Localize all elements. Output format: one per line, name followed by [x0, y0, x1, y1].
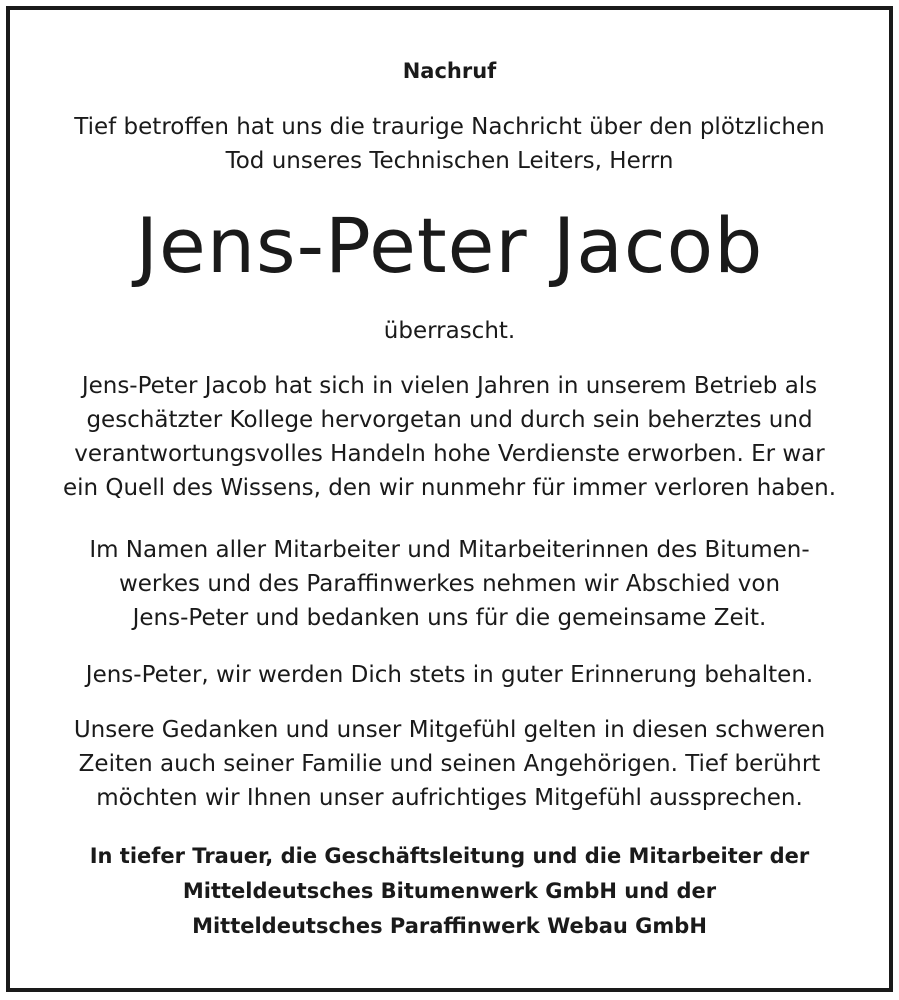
- paragraph-line: geschätzter Kollege hervorgetan und durch sein beherztes und: [86, 407, 813, 433]
- paragraph-line: Unsere Gedanken und unser Mitgefühl gelten in diesen schweren: [73, 717, 826, 743]
- paragraph-line: Im Namen aller Mitarbeiter und Mitarbeiterinnen des Bitumen-: [89, 537, 810, 563]
- paragraph-line: Jens-Peter Jacob hat sich in vielen Jahren in unserem Betrieb als: [81, 373, 818, 399]
- paragraph-line: Jens-Peter, wir werden Dich stets in guter Erinnerung behalten.: [85, 662, 814, 688]
- paragraph-line: möchten wir Ihnen unser aufrichtiges Mitgefühl aussprechen.: [96, 785, 803, 811]
- signature-line: In tiefer Trauer, die Geschäftsleitung und die Mitarbeiter der: [89, 844, 810, 868]
- signature-block: [20, 839, 879, 944]
- paragraph-line: Jens-Peter und bedanken uns für die gemeinsame Zeit.: [132, 605, 767, 631]
- paragraph-tribute: [20, 369, 879, 505]
- paragraph-line: ein Quell des Wissens, den wir nunmehr für immer verloren haben.: [62, 475, 837, 501]
- surprised-text: überrascht.: [383, 318, 516, 344]
- paragraph-line: werkes und des Paraffinwerkes nehmen wir Abschied von: [118, 571, 781, 597]
- intro-text: [20, 110, 879, 178]
- deceased-name: Jens-Peter Jacob: [135, 201, 764, 290]
- obituary-heading: Nachruf: [402, 59, 497, 83]
- signature-line: Mitteldeutsches Bitumenwerk GmbH und der: [182, 879, 717, 903]
- paragraph-line: verantwortungsvolles Handeln hohe Verdienste erworben. Er war: [74, 441, 825, 467]
- intro-line: Tod unseres Technischen Leiters, Herrn: [225, 148, 674, 174]
- paragraph-condolence: [20, 713, 879, 815]
- paragraph-line: Zeiten auch seiner Familie und seinen Angehörigen. Tief berührt: [78, 751, 821, 777]
- obituary-content: [20, 0, 879, 1000]
- intro-line: Tief betroffen hat uns die traurige Nachricht über den plötzlichen: [74, 114, 825, 140]
- paragraph-remembrance: [20, 658, 879, 692]
- paragraph-farewell: [20, 533, 879, 635]
- signature-line: Mitteldeutsches Paraffinwerk Webau GmbH: [192, 914, 707, 938]
